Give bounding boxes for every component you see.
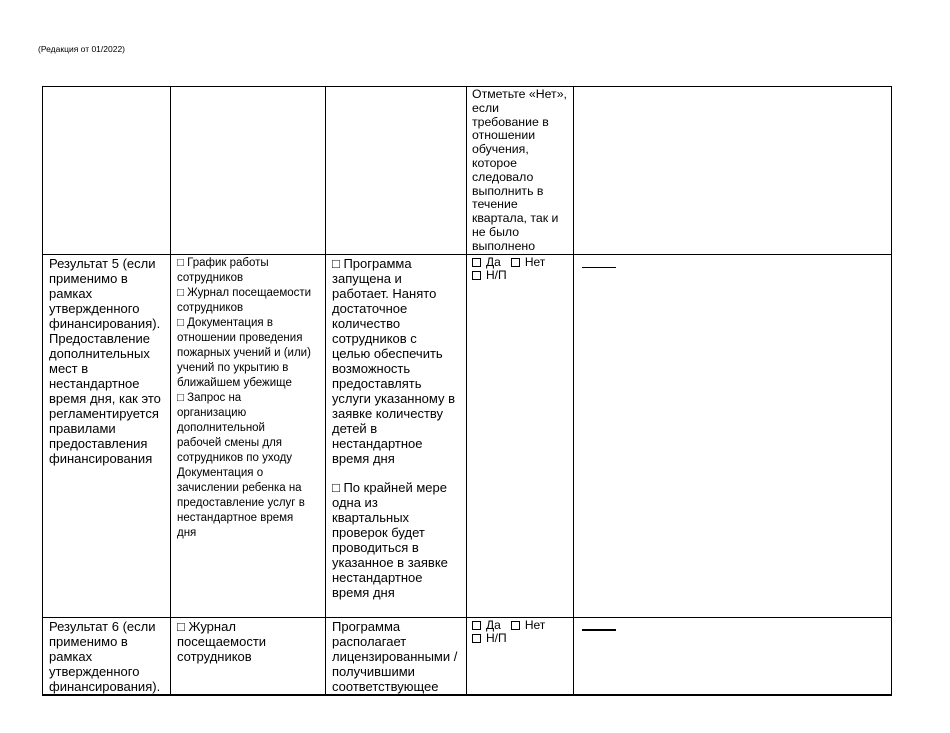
document-line: предоставление услуг в [177, 496, 305, 509]
document-line: нестандартное время [177, 511, 294, 524]
note-line: обучения, [472, 142, 529, 157]
criteria-line: работает. Нанято [332, 285, 437, 301]
document-line: посещаемости [177, 633, 267, 649]
document-line: □ Документация в [177, 316, 273, 329]
criteria-line: время дня [332, 450, 395, 466]
document-line: Документация о [177, 466, 264, 479]
mark-5-cell [467, 254, 574, 617]
criteria-5-cell [326, 254, 467, 617]
result-line: регламентируется [49, 405, 159, 421]
note-line: выполнено [472, 238, 536, 253]
criteria-line: возможность [332, 360, 411, 376]
result-line: рамках [49, 648, 93, 664]
document-line: отношении проведения [177, 331, 303, 344]
result-line: правилами [49, 420, 116, 436]
result-cell [43, 87, 171, 255]
result-line: Результат 5 (если [49, 255, 156, 271]
note-line: квартала, так и [472, 211, 559, 226]
result-line: утвержденного [49, 663, 140, 679]
criteria-line: целью обеспечить [332, 345, 443, 361]
document-line: сотрудников [177, 301, 244, 314]
no-checkbox[interactable] [511, 258, 520, 267]
na-label: Н/П [486, 268, 507, 283]
comment-5-cell [574, 254, 892, 617]
comment-blank-line[interactable] [582, 629, 616, 631]
result-line: рамках [49, 285, 93, 301]
document-line: □ Журнал посещаемости [177, 286, 312, 299]
document-line: □ Журнал [177, 618, 236, 634]
criteria-line: проводиться в [332, 539, 419, 555]
na-checkbox[interactable] [472, 634, 481, 643]
criteria-line: количество [332, 315, 401, 331]
result-line: время дня, как это [49, 390, 161, 406]
result-line: применимо в [49, 633, 128, 649]
note-line: следовало [472, 169, 534, 184]
comment-blank-line[interactable] [582, 267, 616, 268]
criteria-line: запущена и [332, 270, 402, 286]
result-line: мест в [49, 360, 89, 376]
document-line: дополнительной [177, 421, 265, 434]
criteria-line: лицензированными / [332, 648, 458, 664]
result-line: дополнительных [49, 345, 150, 361]
no-label: Нет [524, 617, 546, 632]
document-line: ближайшем убежище [177, 376, 292, 389]
na-line [472, 269, 569, 283]
table-row [43, 87, 892, 255]
result-line: предоставления [49, 435, 148, 451]
criteria-line: □ По крайней мере [332, 479, 447, 495]
compliance-table [42, 86, 892, 696]
note-line: не было [472, 224, 520, 239]
criteria-line: детей в [332, 420, 378, 436]
yes-label: Да [486, 254, 501, 269]
criteria-line: время дня [332, 584, 395, 600]
documents-6-cell [171, 617, 326, 695]
criteria-line: одна из [332, 494, 378, 510]
no-label: Нет [524, 254, 546, 269]
criteria-line: получившими [332, 663, 415, 679]
result-line: утвержденного [49, 300, 140, 316]
result-line: финансирования). [49, 678, 161, 694]
document-line: учений по укрытию в [177, 361, 289, 374]
document-line: дня [177, 526, 197, 539]
document-line: сотрудников по уходу [177, 451, 293, 464]
document-line: □ График работы [177, 256, 269, 269]
no-checkbox[interactable] [511, 621, 520, 630]
note-line: Отметьте «Нет», [472, 87, 567, 101]
note-line: требование в [472, 114, 549, 129]
criteria-line: □ Программа [332, 255, 412, 271]
criteria-line: располагает [332, 633, 407, 649]
criteria-line: указанное в заявке [332, 554, 448, 570]
documents-5-cell [171, 254, 326, 617]
note-line: которое [472, 155, 517, 170]
document-line: зачислении ребенка на [177, 481, 302, 494]
criteria-line: нестандартное [332, 435, 423, 451]
result-line: Предоставление [49, 330, 150, 346]
document-line: рабочей смены для [177, 436, 283, 449]
document-line: □ Запрос на [177, 391, 242, 404]
result-line: Результат 6 (если [49, 618, 156, 634]
comment-cell [574, 87, 892, 255]
result-5-cell [43, 254, 171, 617]
table-row [43, 254, 892, 617]
result-line: применимо в [49, 270, 128, 286]
document-line: сотрудников [177, 271, 244, 284]
document-line: сотрудников [177, 648, 252, 664]
result-6-cell [43, 617, 171, 695]
yes-no-line [472, 619, 569, 633]
criteria-line: заявке количеству [332, 405, 444, 421]
yes-checkbox[interactable] [472, 258, 481, 267]
document-line: организацию [177, 406, 247, 419]
mark-note-cell [467, 87, 574, 255]
criteria-line: Программа [332, 618, 401, 634]
na-label: Н/П [486, 631, 507, 646]
note-line: если [472, 100, 500, 115]
result-line: финансирования). [49, 315, 161, 331]
edition-note: (Редакция от 01/2022) [38, 44, 126, 54]
result-line: финансирования [49, 450, 153, 466]
note-line: отношении [472, 128, 536, 143]
criteria-line: квартальных [332, 509, 410, 525]
criteria-line: проверок будет [332, 524, 425, 540]
comment-6-cell [574, 617, 892, 695]
criteria-line: соответствующее [332, 678, 439, 694]
criteria-cell [326, 87, 467, 255]
yes-label: Да [486, 617, 501, 632]
na-checkbox[interactable] [472, 271, 481, 280]
document-line: пожарных учений и (или) [177, 346, 311, 359]
documents-cell [171, 87, 326, 255]
yes-no-line [472, 256, 569, 270]
table-row [43, 617, 892, 695]
yes-checkbox[interactable] [472, 621, 481, 630]
criteria-line: услуги указанному в [332, 390, 455, 406]
criteria-line: сотрудников с [332, 330, 417, 346]
na-line [472, 632, 569, 646]
note-line: течение [472, 197, 518, 212]
result-line: нестандартное [49, 375, 140, 391]
criteria-line: предоставлять [332, 375, 422, 391]
note-line: выполнить в [472, 183, 544, 198]
mark-6-cell [467, 617, 574, 695]
criteria-line: нестандартное [332, 569, 423, 585]
criteria-line: достаточное [332, 300, 408, 316]
criteria-6-cell [326, 617, 467, 695]
